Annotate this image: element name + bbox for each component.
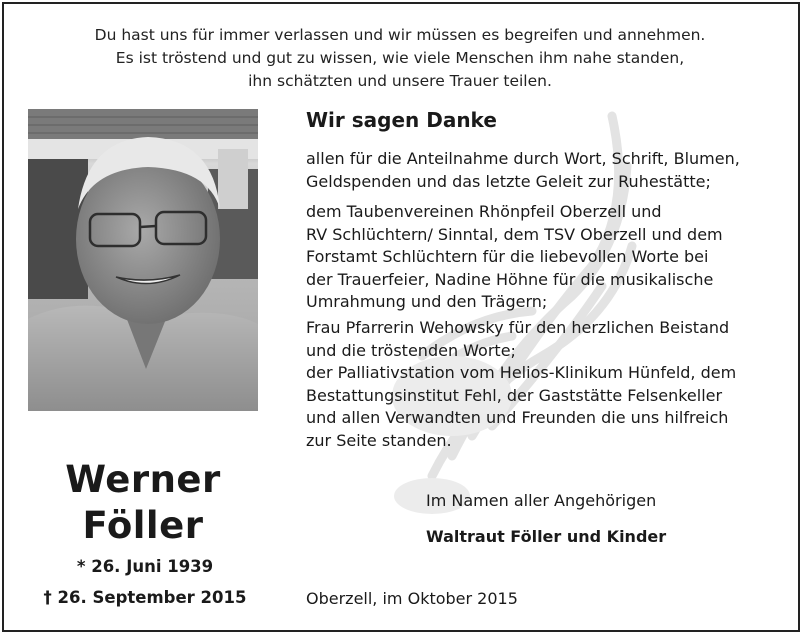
paragraph-line: zur Seite standen.	[306, 430, 452, 450]
thanks-paragraph	[306, 201, 723, 314]
paragraph-line: Bestattungsinstitut Fehl, der Gaststätte Felsenkeller	[306, 385, 723, 405]
paragraph-line: der Palliativstation vom Helios-Klinikum Hünfeld, dem	[306, 363, 737, 382]
birth-date: * 26. Juni 1939	[76, 557, 214, 576]
thanks-heading: Wir sagen Danke	[306, 108, 497, 132]
paragraph-line: der Trauerfeier, Nadine Höhne für die musikalische	[306, 269, 714, 289]
thanks-paragraph	[306, 317, 736, 452]
intro-line: Es ist tröstend und gut zu wissen, wie viele Menschen ihm nahe standen,	[115, 49, 685, 67]
paragraph-line: Frau Pfarrerin Wehowsky für den herzlichen Beistand	[306, 318, 730, 337]
place-date: Oberzell, im Oktober 2015	[306, 589, 518, 608]
paragraph-line: dem Taubenvereinen Rhönpfeil Oberzell und	[306, 202, 662, 221]
intro-line: ihn schätzten und unsere Trauer teilen.	[248, 72, 552, 90]
signature: Waltraut Föller und Kinder	[426, 527, 667, 546]
deceased-last-name: Föller	[82, 504, 204, 547]
portrait-illustration	[28, 109, 258, 411]
paragraph-line: allen für die Anteilnahme durch Wort, Schrift, Blumen,	[306, 149, 740, 168]
paragraph-line: Forstamt Schlüchtern für die liebevollen Worte bei	[306, 247, 709, 266]
paragraph-line: und die tröstenden Worte;	[306, 340, 516, 360]
paragraph-line: Umrahmung und den Trägern;	[306, 292, 548, 311]
paragraph-line: Geldspenden und das letzte Geleit zur Ruhestätte;	[306, 171, 711, 191]
deceased-first-name: Werner	[65, 458, 221, 501]
intro-line: Du hast uns für immer verlassen und wir müssen es begreifen und annehmen.	[94, 26, 706, 44]
death-date: † 26. September 2015	[43, 588, 247, 607]
intro-verse	[0, 24, 800, 93]
paragraph-line: und allen Verwandten und Freunden die uns hilfreich	[306, 408, 729, 427]
closing-line: Im Namen aller Angehörigen	[426, 491, 657, 510]
paragraph-line: RV Schlüchtern/ Sinntal, dem TSV Oberzell und dem	[306, 224, 723, 244]
portrait-photo	[28, 109, 258, 411]
thanks-paragraph	[306, 148, 740, 193]
